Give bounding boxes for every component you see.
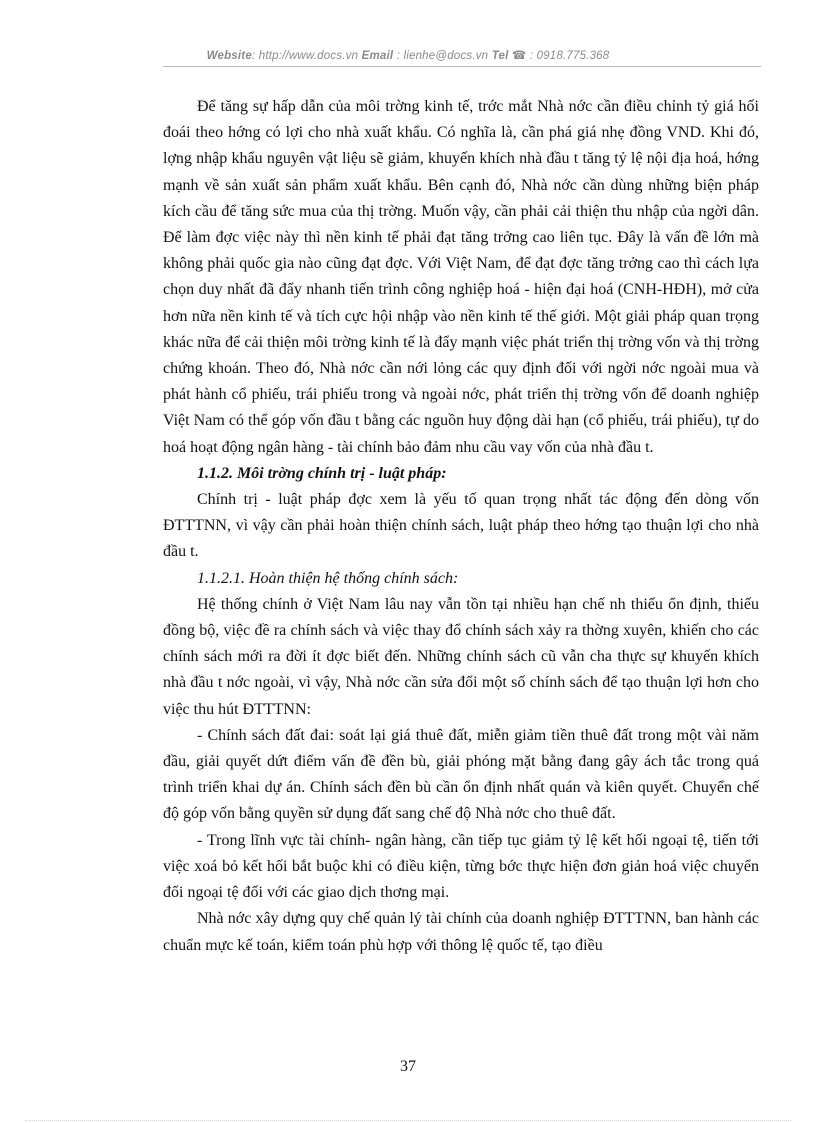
paragraph-political-legal: Chính trị - luật pháp đợc xem là yếu tố quan trọng nhất tác động đến dòng vốn ĐTTTNN, vì vậy cần phải hoàn thiện chính sách, luật pháp theo hớng tạo thuận lợi cho nhà đầu t. [163, 491, 759, 561]
document-body [163, 94, 759, 959]
heading-policy-system: 1.1.2.1. Hoàn thiện hệ thống chính sách: [197, 569, 459, 587]
phone-icon: ☎ [511, 50, 527, 62]
paragraph-finance-banking: - Trong lĩnh vực tài chính- ngân hàng, cần tiếp tục giảm tỷ lệ kết hối ngoại tệ, tiến tới việc xoá bỏ kết hối bắt buộc khi có điều kiện, từng bớc thực hiện đơn giản hoá việc chuyển đổi ngoại tệ đối với các giao dịch thơng mại. [163, 831, 759, 902]
page-header [0, 48, 816, 62]
email-value: : lienhe@docs.vn [393, 50, 492, 62]
heading-political-legal: 1.1.2. Môi trờng chính trị - luật pháp: [197, 464, 447, 482]
website-value: : http://www.docs.vn [251, 50, 362, 62]
page-number: 37 [400, 1058, 416, 1075]
paragraph-economic-environment: Để tăng sự hấp dẫn của môi trờng kinh tế, trớc mắt Nhà nớc cần điều chỉnh tỷ giá hối đoái theo hớng có lợi cho nhà xuất khẩu. Có nghĩa là, cần phá giá nhẹ đồng VND. Khi đó, lợng nhập khẩu nguyên vật liệu sẽ giảm, khuyến khích nhà đầu t tăng tỷ lệ nội địa hoá, hớng mạnh về sản xuất sản phẩm xuất khẩu. Bên cạnh đó, Nhà nớc cần dùng những biện pháp kích cầu để tăng sức mua của thị trờng. Muốn vậy, cần phải cải thiện thu nhập của ngời dân. Để làm đợc việc này thì nền kinh tế phải đạt tăng trởng cao liên tục. Đây là vấn đề lớn mà không phải quốc gia nào cũng đạt đợc. Với Việt Nam, để đạt đợc tăng trởng cao thì cách lựa chọn duy nhất đã đẩy nhanh tiến trình công nghiệp hoá - hiện đại hoá (CNH-HĐH), mở cửa hơn nữa nền kinh tế và tích cực hội nhập vào nền kinh tế thế giới. Một giải pháp quan trọng khác nữa để cải thiện môi trờng kinh tế là đẩy mạnh việc phát triển thị trờng vốn và thị trờng chứng khoán. Theo đó, Nhà nớc cần nới lỏng các quy định đối với ngời nớc ngoài mua và phát hành cổ phiếu, trái phiếu trong và ngoài nớc, phát triển thị trờng vốn để doanh nghiệp Việt Nam có thể góp vốn đầu t bằng các nguồn huy động dài hạn (cổ phiếu, trái phiếu), tự do hoá hoạt động ngân hàng - tài chính bảo đảm nhu cầu vay vốn của nhà đầu t. [163, 98, 759, 456]
footer-divider [25, 1120, 791, 1121]
tel-value: : 0918.775.368 [526, 50, 610, 62]
email-label: Email [361, 50, 394, 62]
website-label: Website [206, 50, 252, 62]
header-divider [163, 66, 761, 67]
tel-label: Tel [491, 50, 509, 62]
paragraph-policy-system: Hệ thống chính ở Việt Nam lâu nay vẫn tồn tại nhiều hạn chế nh thiếu ổn định, thiếu đồng bộ, việc đề ra chính sách và việc thay đổ chính sách xảy ra thờng xuyên, khiến cho các chính sách mới ra đời ít đợc biết đến. Những chính sách cũ vẫn cha thực sự khuyến khích nhà đầu t nớc ngoài, vì vậy, Nhà nớc cần sửa đổi một số chính sách để tạo thuận lợi hơn cho việc thu hút ĐTTTNN: [163, 595, 759, 718]
paragraph-land-policy: - Chính sách đất đai: soát lại giá thuê đất, miễn giảm tiền thuê đất trong một vài năm đầu, giải quyết dứt điểm vấn đề đền bù, giải phóng mặt bằng đang gây ách tắc trong quá trình triển khai dự án. Chính sách đền bù cần ổn định nhất quán và kiên quyết. Chuyển chế độ góp vốn bằng quyền sử dụng đất sang chế độ Nhà nớc cho thuê đất. [163, 726, 759, 823]
paragraph-financial-regulation: Nhà nớc xây dựng quy chế quản lý tài chính của doanh nghiệp ĐTTTNN, ban hành các chuẩn mực kế toán, kiểm toán phù hợp với thông lệ quốc tế, tạo điều [163, 910, 759, 954]
